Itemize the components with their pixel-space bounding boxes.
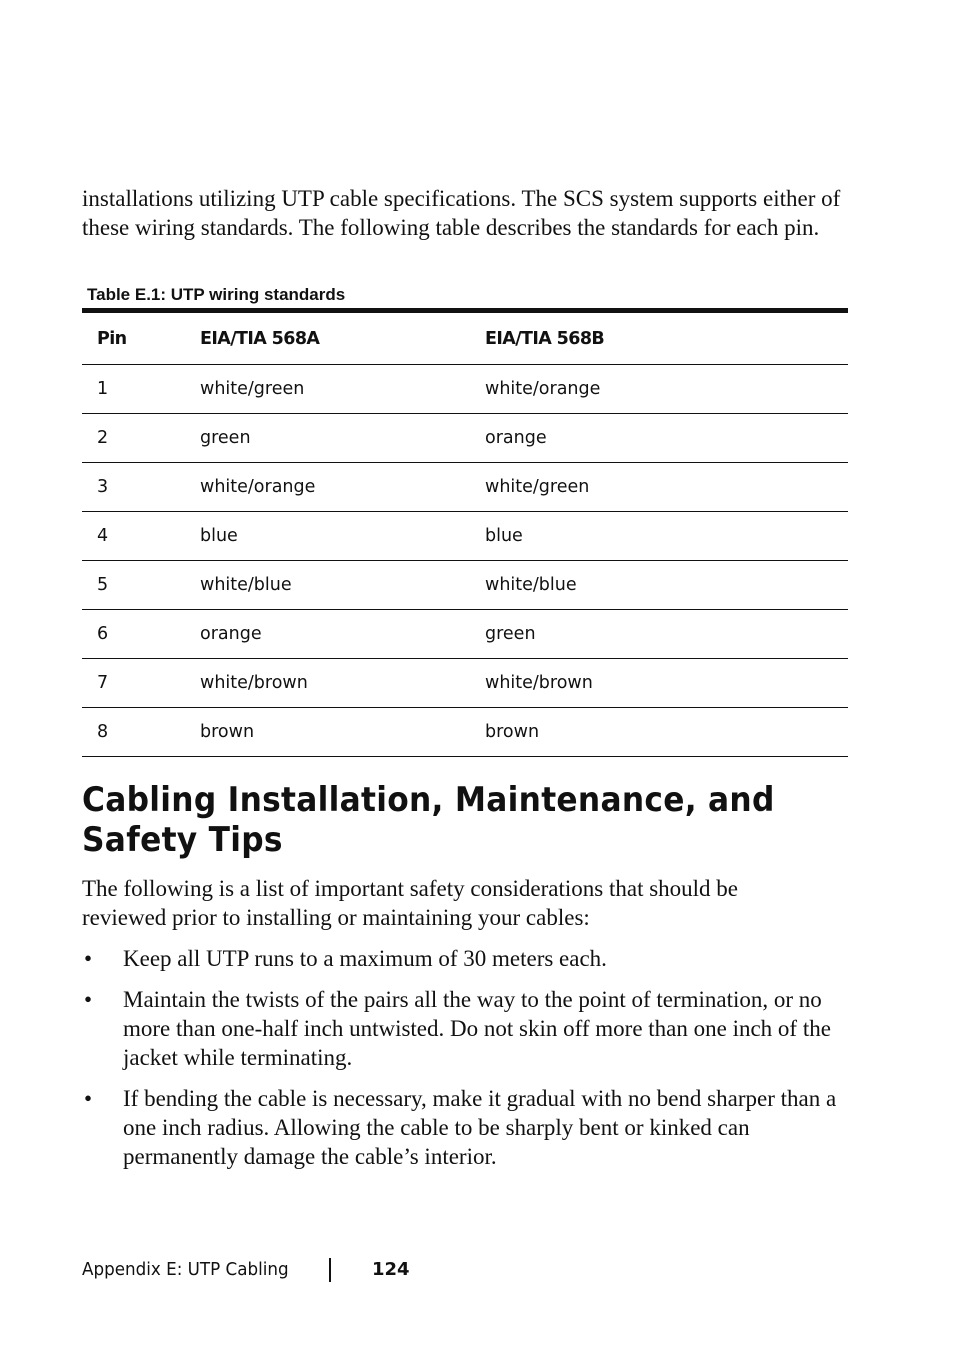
page-number: 124 — [372, 1259, 410, 1280]
bullet-icon: • — [84, 1086, 93, 1111]
header-568b: EIA/TIA 568B — [485, 311, 848, 365]
page-footer — [82, 1258, 410, 1282]
list-item — [82, 985, 852, 1072]
table-row — [82, 610, 848, 659]
table-row — [82, 659, 848, 708]
table-row — [82, 708, 848, 757]
cell-pin: 5 — [82, 561, 200, 610]
cell-568a: blue — [200, 512, 485, 561]
cell-pin: 2 — [82, 414, 200, 463]
list-item-text: Keep all UTP runs to a maximum of 30 meters each. — [123, 946, 607, 971]
cell-568a: orange — [200, 610, 485, 659]
cell-568b: brown — [485, 708, 848, 757]
table-row — [82, 414, 848, 463]
header-568a: EIA/TIA 568A — [200, 311, 485, 365]
footer-section-label: Appendix E: UTP Cabling — [82, 1259, 289, 1280]
footer-separator — [329, 1258, 331, 1282]
cell-pin: 3 — [82, 463, 200, 512]
bullet-icon: • — [84, 946, 93, 971]
list-item — [82, 1084, 852, 1171]
cell-568a: white/blue — [200, 561, 485, 610]
section-paragraph: The following is a list of important safety considerations that should be reviewed prior to installing or maintaining your cables: — [82, 876, 739, 930]
list-item-text: Maintain the twists of the pairs all the way to the point of termination, or no more than one-half inch untwisted. Do not skin off more than one inch of the jacket while terminating. — [123, 987, 831, 1070]
wiring-standards-table — [82, 308, 848, 757]
cell-568b: white/brown — [485, 659, 848, 708]
header-pin: Pin — [82, 311, 200, 365]
table-row — [82, 463, 848, 512]
cell-568b: orange — [485, 414, 848, 463]
cell-568a: white/green — [200, 365, 485, 414]
cell-pin: 7 — [82, 659, 200, 708]
cell-pin: 6 — [82, 610, 200, 659]
cell-568b: white/blue — [485, 561, 848, 610]
cell-568a: brown — [200, 708, 485, 757]
section-heading: Cabling Installation, Maintenance, and Safety Tips — [82, 780, 775, 860]
cell-pin: 1 — [82, 365, 200, 414]
cell-568a: green — [200, 414, 485, 463]
bullet-icon: • — [84, 987, 93, 1012]
cell-pin: 8 — [82, 708, 200, 757]
cell-568a: white/brown — [200, 659, 485, 708]
cell-568b: white/orange — [485, 365, 848, 414]
table-row — [82, 512, 848, 561]
cell-pin: 4 — [82, 512, 200, 561]
cell-568b: green — [485, 610, 848, 659]
cell-568a: white/orange — [200, 463, 485, 512]
intro-paragraph: installations utilizing UTP cable specifications. The SCS system supports either of these wiring standards. The following table describes the standards for each pin. — [82, 186, 841, 240]
list-item — [82, 944, 852, 973]
table-caption: Table E.1: UTP wiring standards — [87, 285, 346, 304]
list-item-text: If bending the cable is necessary, make it gradual with no bend sharper than a one inch radius. Allowing the cable to be sharply bent or kinked can permanently damage the cable’s interior. — [123, 1086, 837, 1169]
cell-568b: white/green — [485, 463, 848, 512]
table-header-row — [82, 311, 848, 365]
safety-tips-list — [82, 944, 852, 1183]
table-row — [82, 365, 848, 414]
table-row — [82, 561, 848, 610]
cell-568b: blue — [485, 512, 848, 561]
